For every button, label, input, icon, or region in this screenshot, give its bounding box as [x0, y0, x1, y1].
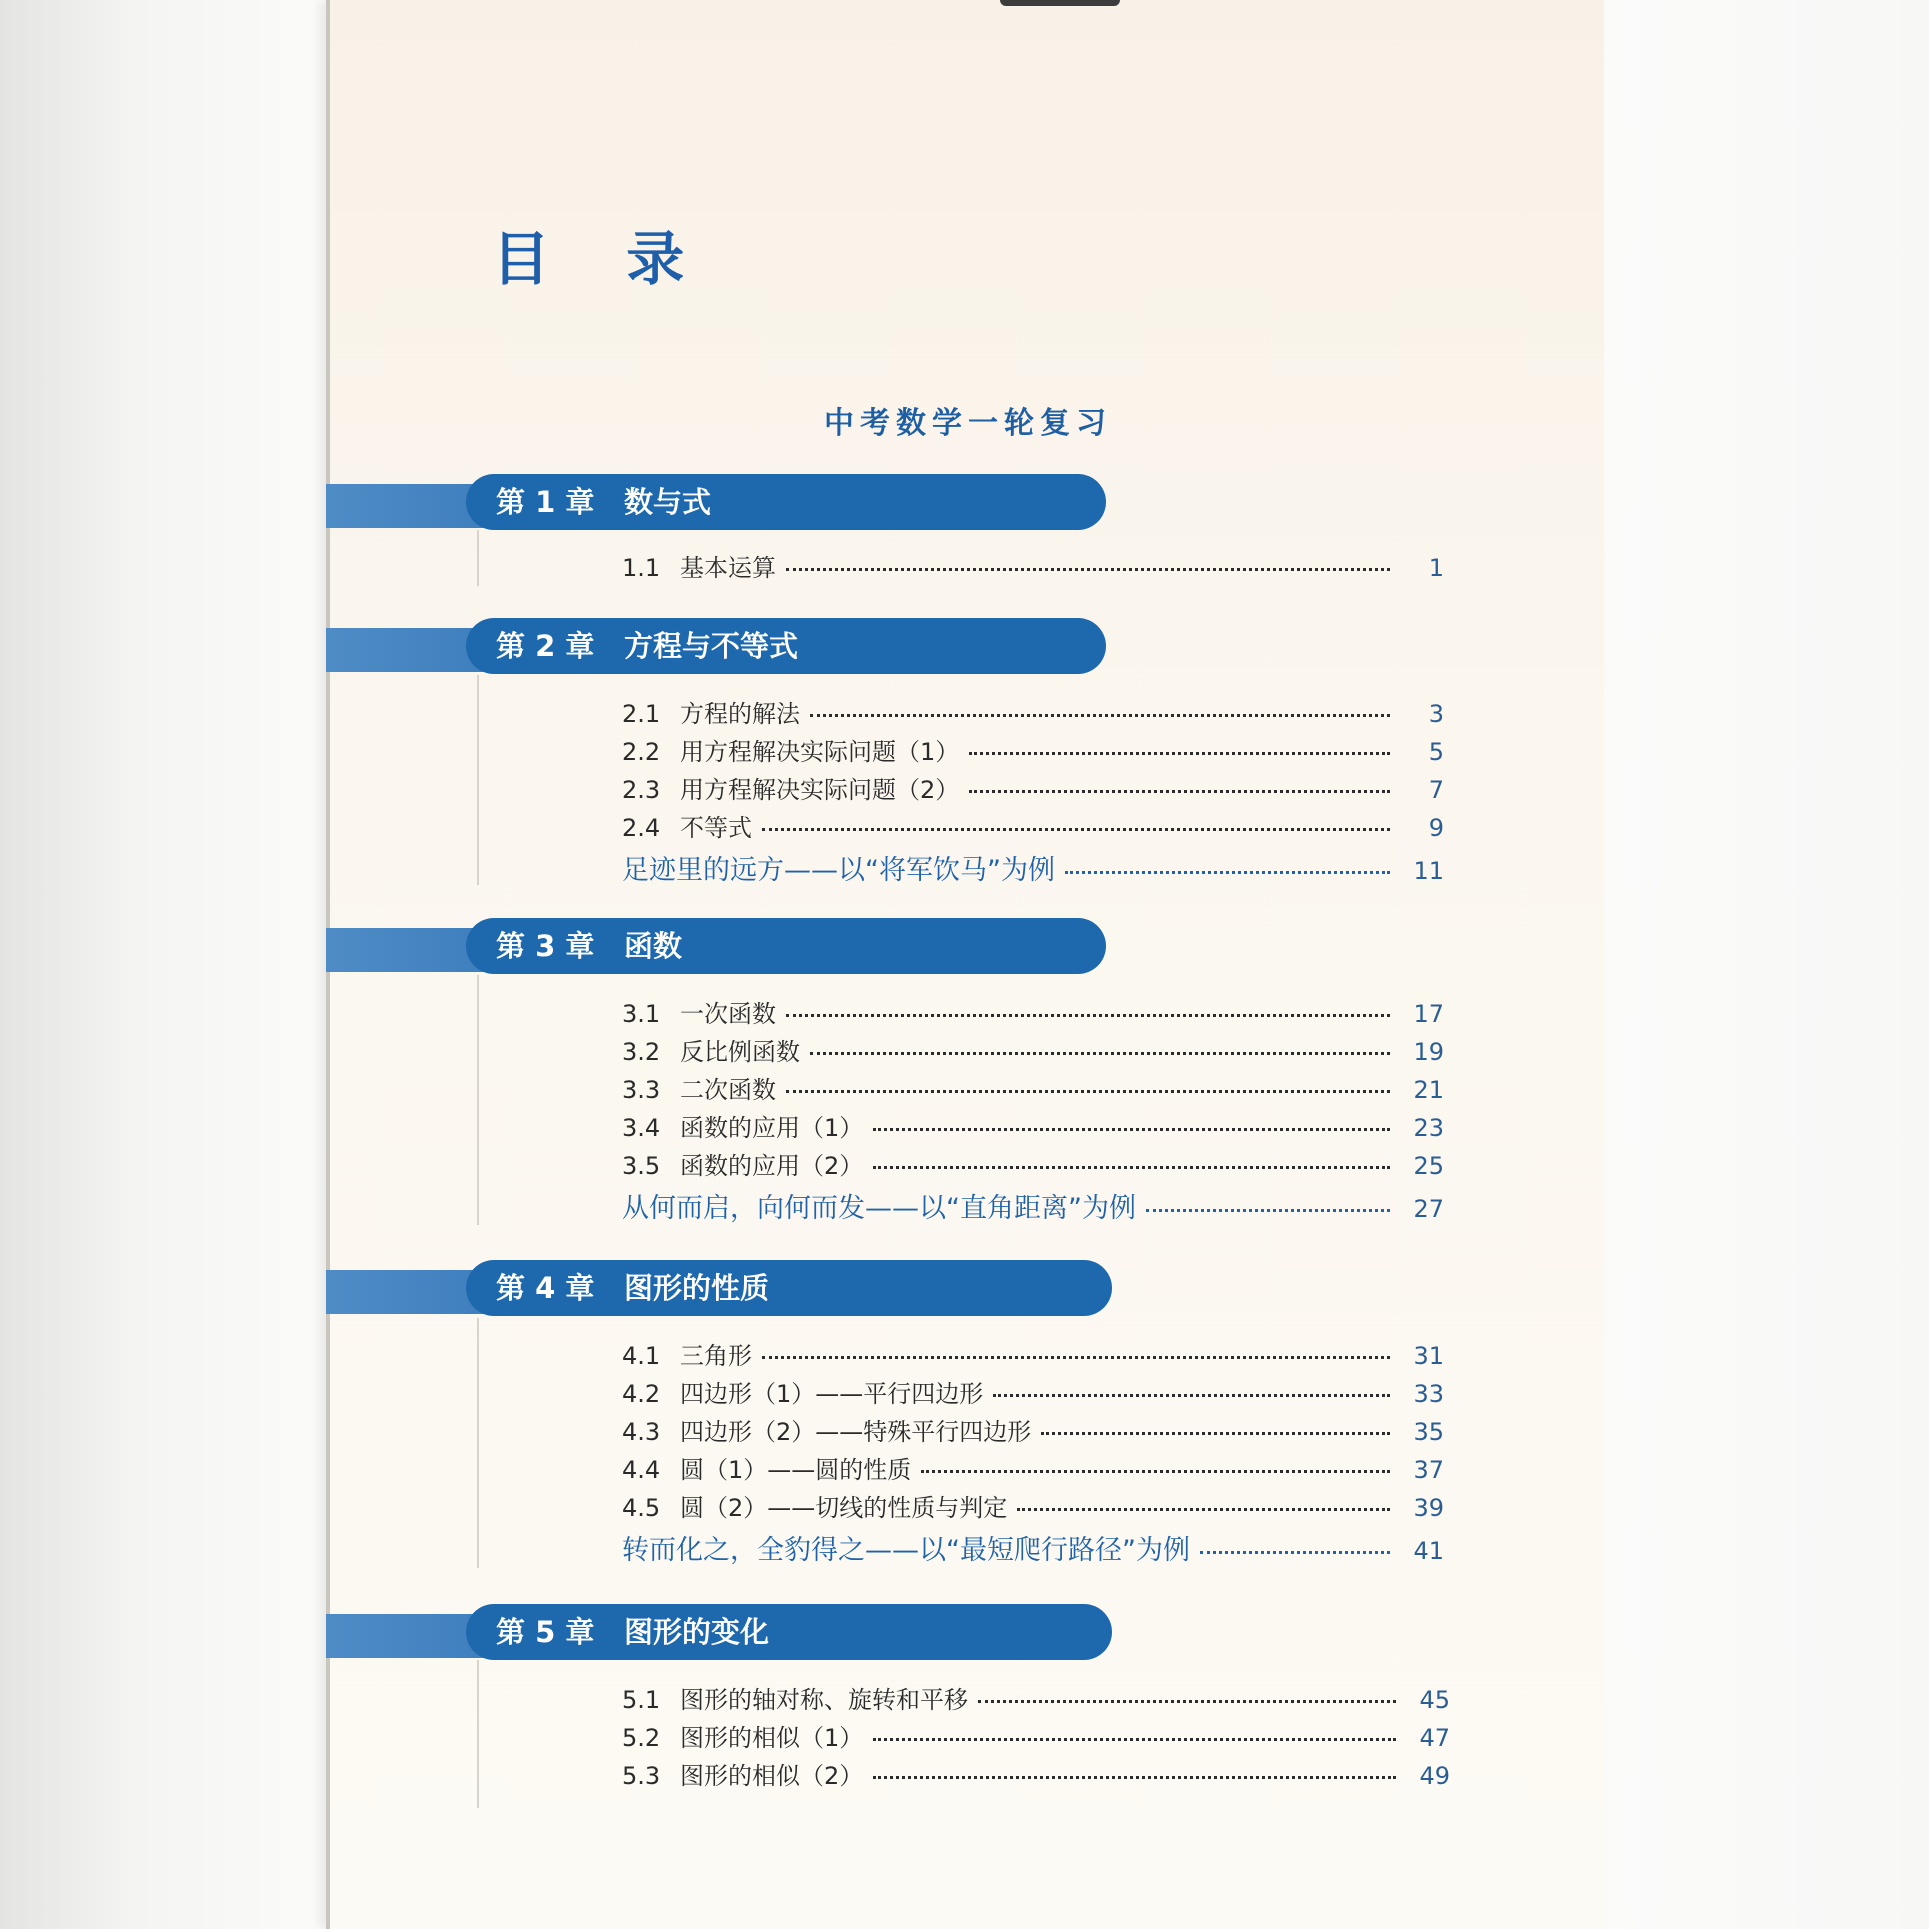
entry-number: 4.2 [622, 1380, 661, 1408]
entry-page: 3 [1428, 700, 1444, 728]
chapter-heading [496, 474, 711, 530]
entry-number: 4.3 [622, 1418, 661, 1446]
entry-number: 3.5 [622, 1152, 661, 1180]
entry-title: 三角形 [680, 1342, 752, 1370]
toc-entry[interactable] [622, 1070, 1444, 1102]
dot-leader [810, 1050, 1390, 1055]
entry-page: 27 [1413, 1195, 1444, 1223]
banner-accent [326, 1614, 486, 1658]
toc-entry[interactable] [622, 1412, 1444, 1444]
toc-entry[interactable] [622, 808, 1444, 840]
dot-leader [969, 788, 1390, 793]
book-title: 中考数学一轮复习 [824, 406, 1112, 441]
entry-number: 3.2 [622, 1038, 661, 1066]
entry-title: 四边形（1）——平行四边形 [680, 1380, 984, 1408]
entry-title: 反比例函数 [680, 1038, 800, 1066]
toc-entry[interactable] [622, 1374, 1444, 1406]
entry-number: 5.2 [622, 1724, 661, 1752]
chapter-title: 方程与不等式 [624, 629, 799, 663]
entry-title: 图形的相似（1） [680, 1724, 864, 1752]
entry-title: 用方程解决实际问题（1） [680, 738, 960, 766]
chapter-2-banner[interactable] [326, 618, 1106, 674]
toc-entry[interactable] [622, 1336, 1444, 1368]
entry-page: 7 [1428, 776, 1444, 804]
dot-leader [1065, 869, 1390, 874]
entry-title: 函数的应用（2） [680, 1152, 864, 1180]
chapter-number: 第 5 章 [496, 1615, 595, 1649]
dot-leader [786, 566, 1390, 571]
page-title: 目 录 [492, 225, 713, 293]
entry-title: 圆（2）——切线的性质与判定 [680, 1494, 1008, 1522]
toc-entry[interactable] [622, 1718, 1450, 1750]
entry-title: 基本运算 [680, 554, 776, 582]
toc-entry[interactable] [622, 1032, 1444, 1064]
dot-leader [993, 1392, 1390, 1397]
entry-title: 圆（1）——圆的性质 [680, 1456, 912, 1484]
entry-page: 45 [1419, 1686, 1450, 1714]
toc-entry[interactable] [622, 1146, 1444, 1178]
chapter-number: 第 3 章 [496, 929, 595, 963]
entry-title: 不等式 [680, 814, 752, 842]
chapter-number: 第 2 章 [496, 629, 595, 663]
entry-number: 3.4 [622, 1114, 661, 1142]
chapter-1-banner[interactable] [326, 474, 1106, 530]
dot-leader [762, 1354, 1390, 1359]
special-entry-title: 转而化之，全豹得之——以“最短爬行路径”为例 [622, 1535, 1190, 1566]
entry-page: 1 [1428, 554, 1444, 582]
banner-accent [326, 628, 486, 672]
chapter-heading [496, 618, 798, 674]
entry-number: 2.3 [622, 776, 661, 804]
chapter-3-banner[interactable] [326, 918, 1106, 974]
chapter-number: 第 1 章 [496, 485, 595, 519]
dot-leader [873, 1774, 1396, 1779]
entry-page: 37 [1413, 1456, 1444, 1484]
dot-leader [969, 750, 1390, 755]
banner-accent [326, 928, 486, 972]
entry-page: 33 [1413, 1380, 1444, 1408]
dot-leader [1146, 1207, 1390, 1212]
chapter-title: 图形的性质 [624, 1271, 770, 1305]
dot-leader [873, 1126, 1390, 1131]
entry-title: 方程的解法 [680, 700, 800, 728]
chapter-title: 数与式 [624, 485, 712, 519]
guide-line [477, 530, 479, 586]
toc-entry[interactable] [622, 1450, 1444, 1482]
entry-number: 3.1 [622, 1000, 661, 1028]
dot-leader [921, 1468, 1390, 1473]
entry-page: 49 [1419, 1762, 1450, 1790]
chapter-title: 函数 [624, 929, 683, 963]
entry-number: 4.1 [622, 1342, 661, 1370]
chapter-heading [496, 1260, 769, 1316]
toc-special-entry[interactable] [622, 1528, 1444, 1566]
dot-leader [978, 1698, 1396, 1703]
entry-page: 35 [1413, 1418, 1444, 1446]
entry-number: 4.4 [622, 1456, 661, 1484]
entry-page: 19 [1413, 1038, 1444, 1066]
banner-accent [326, 484, 486, 528]
toc-entry[interactable] [622, 1108, 1444, 1140]
dot-leader [1200, 1549, 1390, 1554]
entry-page: 11 [1413, 857, 1444, 885]
entry-title: 四边形（2）——特殊平行四边形 [680, 1418, 1032, 1446]
toc-entry[interactable] [622, 770, 1444, 802]
toc-special-entry[interactable] [622, 848, 1444, 886]
dot-leader [873, 1736, 1396, 1741]
dot-leader [786, 1012, 1390, 1017]
toc-entry[interactable] [622, 732, 1444, 764]
chapter-5-banner[interactable] [326, 1604, 1116, 1660]
entry-page: 41 [1413, 1537, 1444, 1565]
chapter-heading [496, 1604, 769, 1660]
entry-number: 2.2 [622, 738, 661, 766]
dot-leader [1017, 1506, 1390, 1511]
chapter-title: 图形的变化 [624, 1615, 770, 1649]
entry-number: 2.1 [622, 700, 661, 728]
dot-leader [786, 1088, 1390, 1093]
entry-page: 31 [1413, 1342, 1444, 1370]
entry-page: 39 [1413, 1494, 1444, 1522]
guide-line [477, 1660, 479, 1808]
toc-special-entry[interactable] [622, 1186, 1444, 1224]
entry-number: 1.1 [622, 554, 661, 582]
background-right [1604, 0, 1929, 1929]
special-entry-title: 从何而启，向何而发——以“直角距离”为例 [622, 1193, 1136, 1224]
entry-title: 用方程解决实际问题（2） [680, 776, 960, 804]
entry-title: 图形的相似（2） [680, 1762, 864, 1790]
entry-number: 5.3 [622, 1762, 661, 1790]
guide-line [477, 1318, 479, 1568]
dot-leader [762, 826, 1390, 831]
chapter-heading [496, 918, 682, 974]
toc-entry[interactable] [622, 1680, 1450, 1712]
background-left [0, 0, 328, 1929]
toc-entry[interactable] [622, 1488, 1444, 1520]
entry-title: 图形的轴对称、旋转和平移 [680, 1686, 968, 1714]
banner-accent [326, 1270, 486, 1314]
entry-page: 5 [1428, 738, 1444, 766]
toc-entry[interactable] [622, 694, 1444, 726]
chapter-4-banner[interactable] [326, 1260, 1116, 1316]
entry-page: 25 [1413, 1152, 1444, 1180]
dot-leader [1041, 1430, 1390, 1435]
entry-page: 21 [1413, 1076, 1444, 1104]
toc-entry[interactable] [622, 1756, 1450, 1788]
entry-number: 2.4 [622, 814, 661, 842]
special-entry-title: 足迹里的远方——以“将军饮马”为例 [622, 855, 1055, 886]
entry-title: 函数的应用（1） [680, 1114, 864, 1142]
dot-leader [810, 712, 1390, 717]
entry-page: 17 [1413, 1000, 1444, 1028]
guide-line [477, 975, 479, 1225]
entry-title: 一次函数 [680, 1000, 776, 1028]
dot-leader [873, 1164, 1390, 1169]
guide-line [477, 675, 479, 885]
top-smudge [1000, 0, 1120, 6]
chapter-number: 第 4 章 [496, 1271, 595, 1305]
entry-number: 4.5 [622, 1494, 661, 1522]
toc-entry[interactable] [622, 548, 1444, 580]
entry-page: 47 [1419, 1724, 1450, 1752]
entry-page: 23 [1413, 1114, 1444, 1142]
entry-number: 5.1 [622, 1686, 661, 1714]
entry-title: 二次函数 [680, 1076, 776, 1104]
entry-page: 9 [1428, 814, 1444, 842]
entry-number: 3.3 [622, 1076, 661, 1104]
toc-entry[interactable] [622, 994, 1444, 1026]
